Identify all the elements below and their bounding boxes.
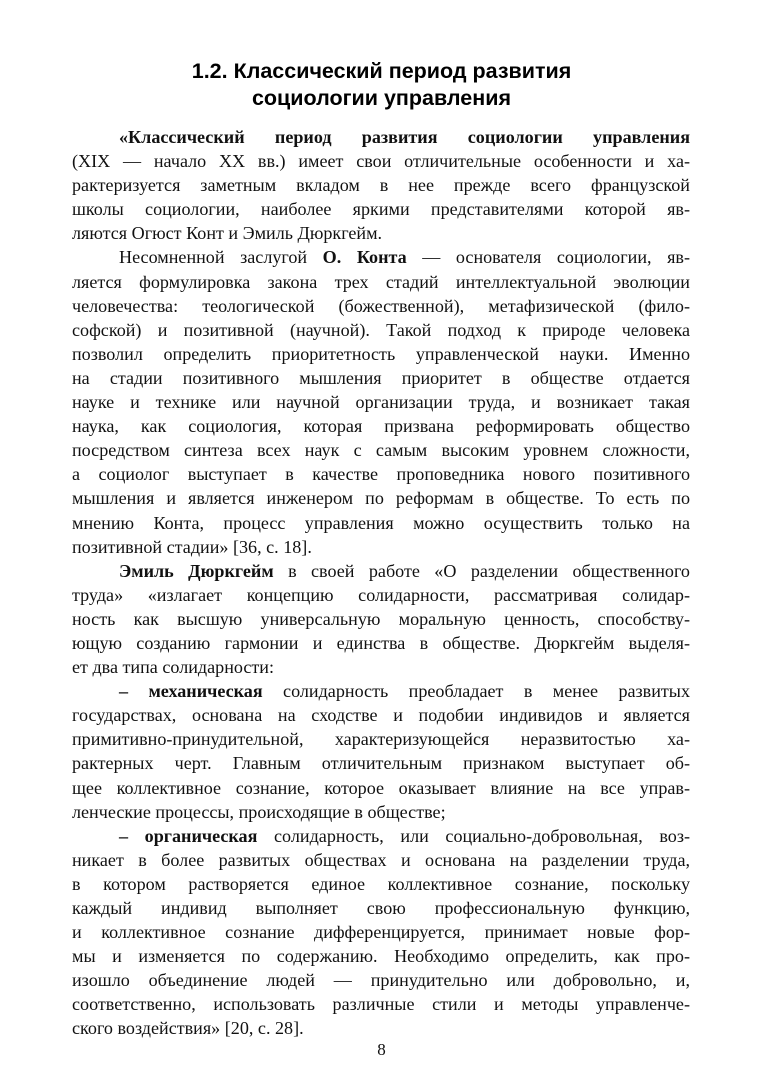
text-line: ющую созданию гармонии и единства в обществе. Дюркгейм выделя- (72, 632, 690, 653)
text-line: мышления и является инженером по реформам в обществе. То есть по (72, 488, 690, 509)
text-line: позитивной стадии» [36, с. 18]. (72, 536, 312, 557)
text-line: щее коллективное сознание, которое оказывает влияние на все управ- (72, 777, 690, 798)
text-line: никает в более развитых обществах и основана на разделении труда, (72, 849, 690, 870)
text-line: в котором растворяется единое коллективное сознание, поскольку (72, 873, 690, 894)
heading-line-2: социологии управления (251, 86, 512, 110)
text-line: ет два типа солидарности: (72, 657, 275, 678)
text-line: ленческие процессы, происходящие в обществе; (72, 801, 446, 822)
text-line: – механическая солидарность преобладает в менее развитых (119, 681, 690, 702)
section-heading (0, 58, 763, 112)
text-line: мнению Конта, процесс управления можно осуществить только на (72, 512, 690, 533)
text-line: «Классический период развития социологии управления (119, 127, 690, 147)
text-line: на стадии позитивного мышления приоритет в обществе отдается (72, 367, 690, 388)
text-line: посредством синтеза всех наук с самым высоким уровнем сложности, (72, 440, 690, 461)
text-line: труда» «излагает концепцию солидарности, рассматривая солидар- (72, 584, 690, 605)
text-line: мы и изменяется по содержанию. Необходимо определить, как про- (72, 946, 690, 967)
text-line: школы социологии, наиболее яркими представителями которой яв- (72, 199, 690, 220)
text-line: ского воздействия» [20, с. 28]. (72, 1018, 304, 1039)
text-line: соответственно, использовать различные стили и методы управленче- (72, 994, 690, 1015)
text-line: науке и технике или научной организации труда, и возникает такая (72, 392, 690, 413)
text-line: государствах, основана на сходстве и подобии индивидов и является (72, 705, 690, 726)
text-line: ляется формулировка закона трех стадий интеллектуальной эволюции (72, 271, 690, 292)
text-line: изошло объединение людей — принудительно или добровольно, и, (72, 970, 690, 991)
text-line: ность как высшую универсальную моральную ценность, способству- (72, 608, 690, 629)
text-line: рактерных черт. Главным отличительным признаком выступает об- (72, 753, 690, 774)
text-line: (XIX — начало XX вв.) имеет свои отличительные особенности и ха- (72, 151, 690, 172)
text-line: а социолог выступает в качестве проповедника нового позитивного (72, 464, 690, 485)
body-text (72, 125, 690, 1041)
text-line: позволил определить приоритетность управленческой науки. Именно (72, 343, 690, 364)
text-line: Несомненной заслугой О. Конта — основателя социологии, яв- (119, 247, 690, 268)
text-line: ляются Огюст Конт и Эмиль Дюркгейм. (72, 223, 383, 244)
heading-line-1: 1.2. Классический период развития (191, 59, 572, 83)
text-line: – органическая солидарность, или социально-добровольная, воз- (119, 825, 690, 846)
page-number: 8 (377, 1040, 386, 1059)
text-line: софской) и позитивной (научной). Такой подход к природе человека (72, 319, 690, 340)
text-line: примитивно-принудительной, характеризующейся неразвитостью ха- (72, 729, 690, 750)
text-line: каждый индивид выполняет свою профессиональную функцию, (72, 898, 690, 918)
text-line: наука, как социология, которая призвана реформировать общество (72, 416, 690, 437)
text-line: человечества: теологической (божественной), метафизической (фило- (72, 295, 690, 316)
text-line: Эмиль Дюркгейм в своей работе «О разделении общественного (119, 560, 690, 581)
text-line: и коллективное сознание дифференцируется, принимает новые фор- (72, 922, 690, 943)
text-line: рактеризуется заметным вкладом в нее прежде всего французской (72, 175, 690, 196)
